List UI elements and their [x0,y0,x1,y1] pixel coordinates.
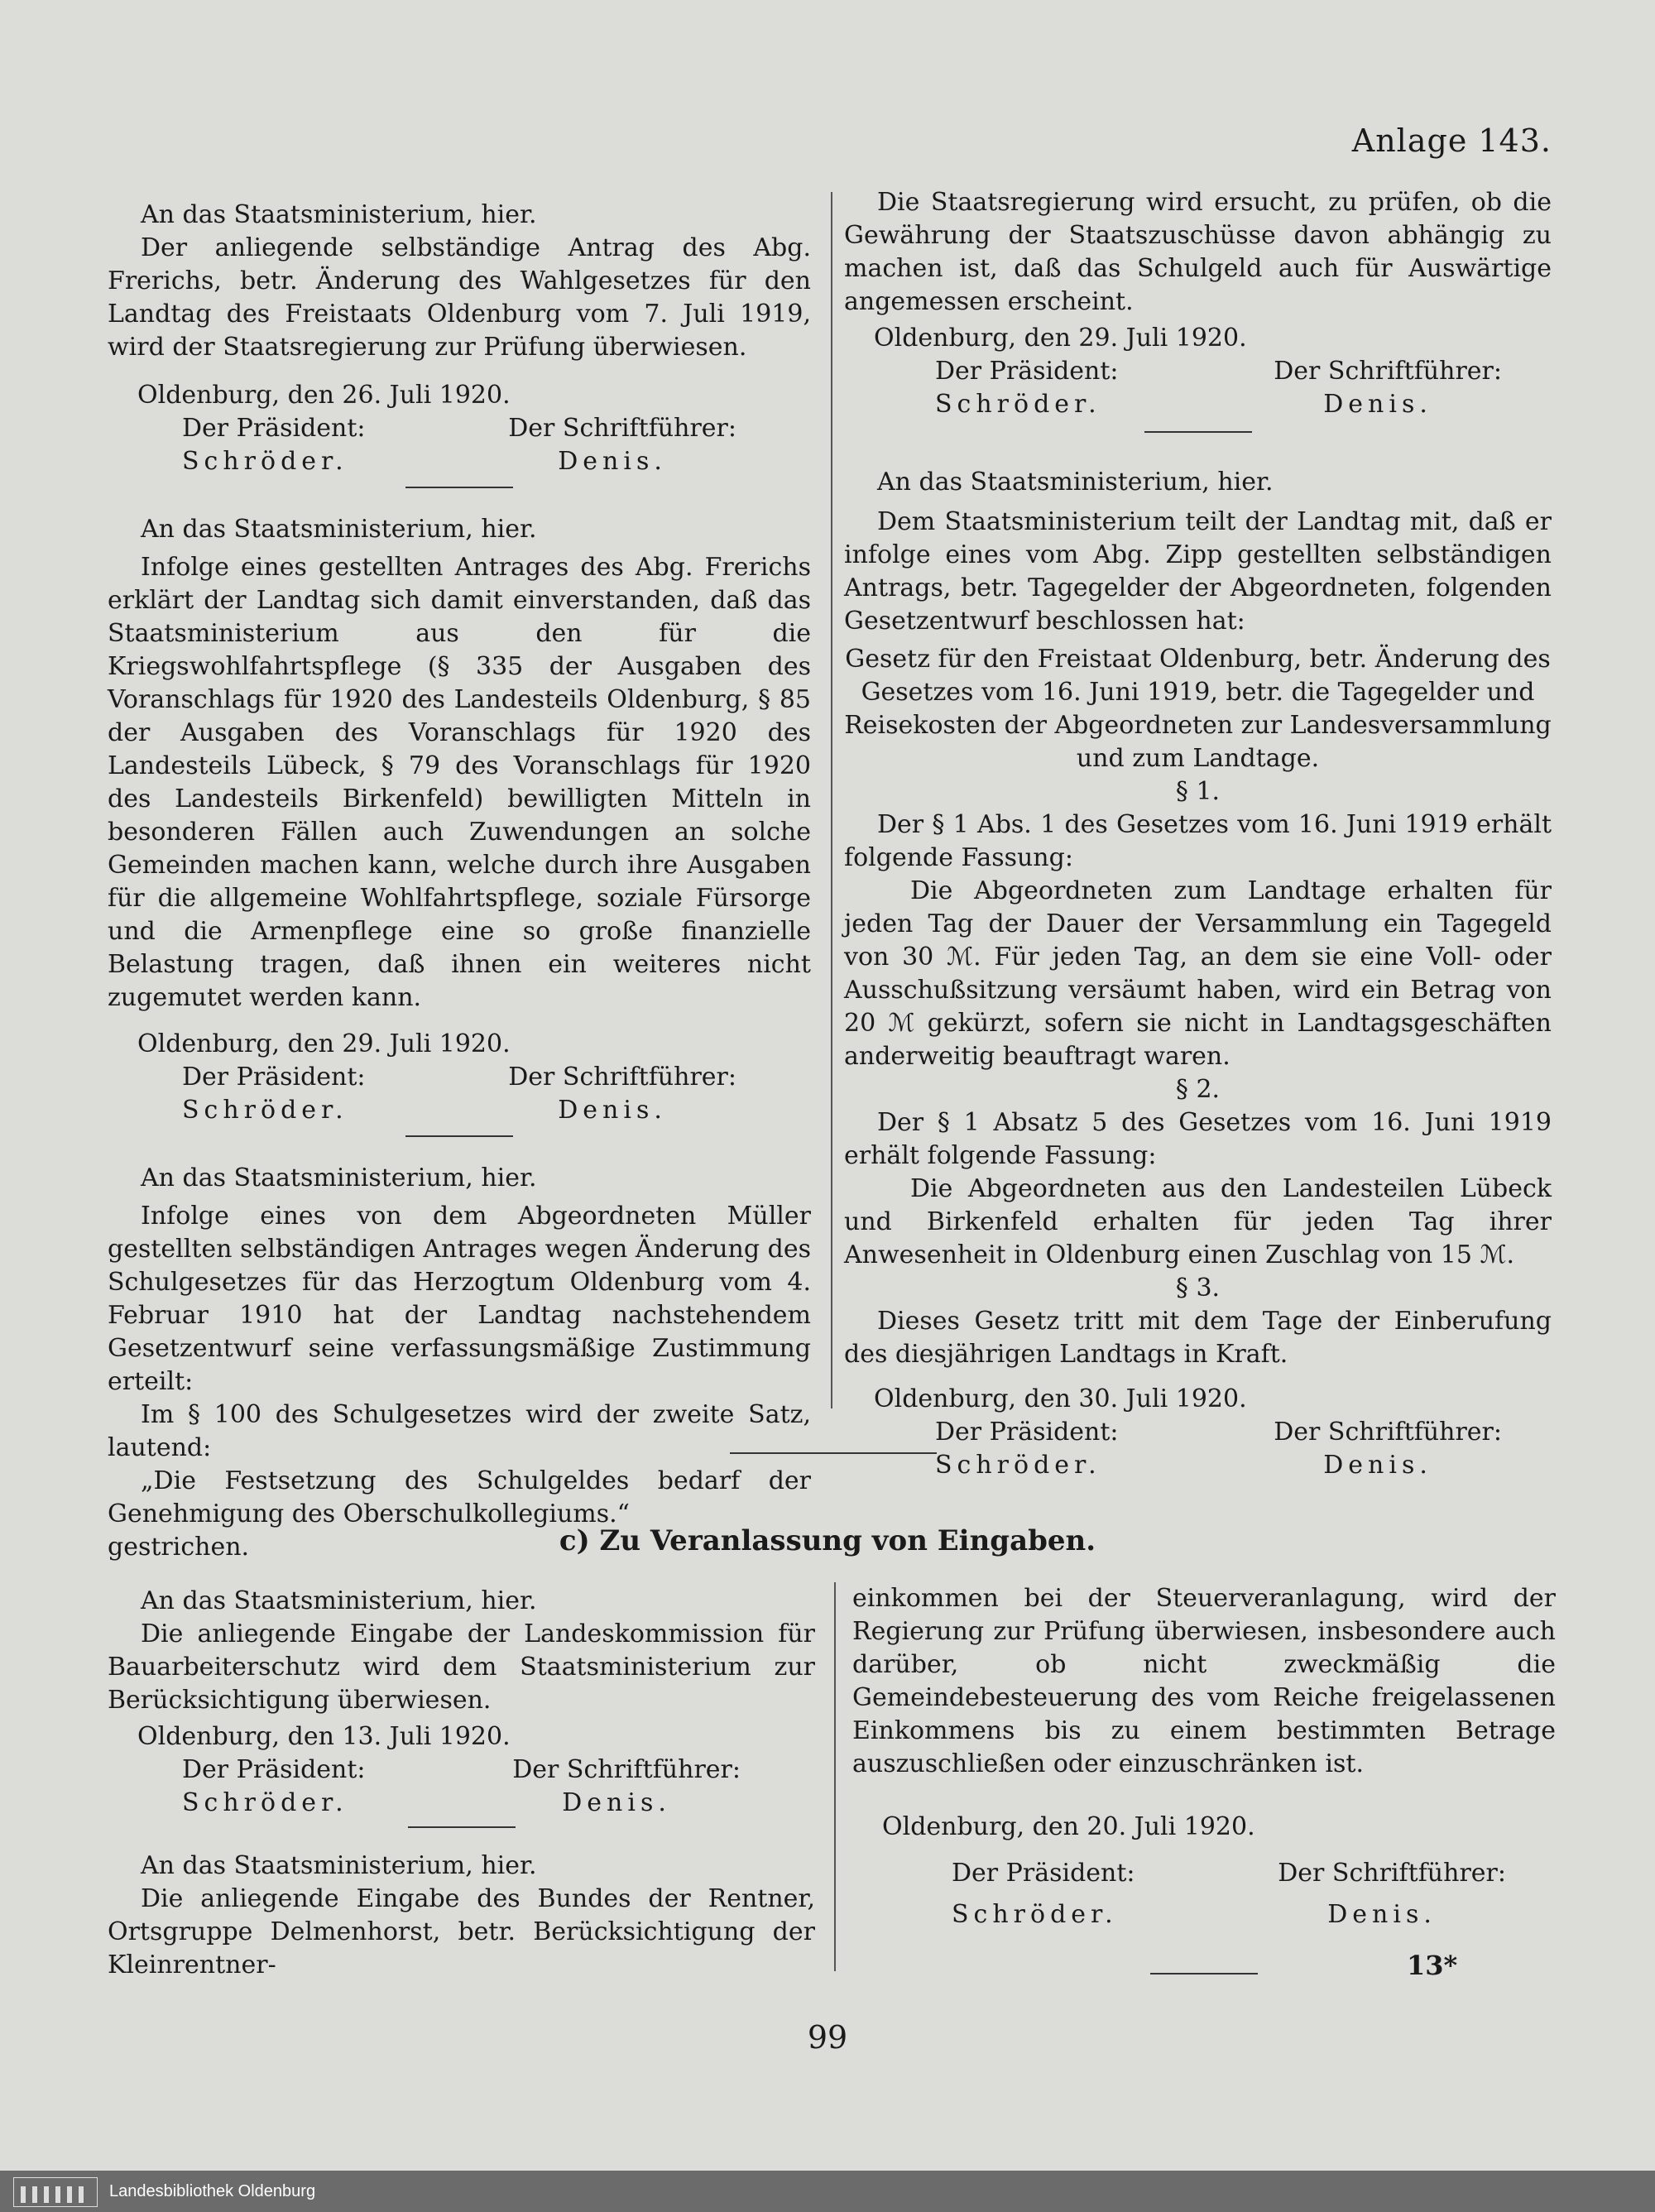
amendment-end: gestrichen. [108,1533,250,1562]
president-label: Der Präsident: [935,357,1119,386]
secretary-name: Denis. [1323,1451,1432,1480]
library-footer-bar [0,2171,1655,2212]
resolution-text: einkommen bei der Steuerveranlagung, wird der Regierung zur Prüfung überwiesen, insbesondere auch darüber, ob nicht zweckmäßig die Gemeindebesteuerung des vom Reiche freigelassenen Einkommens bis zu einem bestimmten Betrage auszuschließen oder einzuschränken ist. [852,1584,1556,1778]
paragraph-text: Dieses Gesetz tritt mit dem Tage der Einberufung des diesjährigen Landtags in Kraft. [844,1307,1552,1369]
address-line: An das Staatsministerium, hier. [141,515,537,544]
resolution-text: Die Staatsregierung wird ersucht, zu prüfen, ob die Gewährung der Staatszuschüsse davon abhängig zu machen ist, daß das Schulgeld auch für Auswärtige angemessen erscheint. [844,188,1552,316]
date-line: Oldenburg, den 29. Juli 1920. [874,324,1247,353]
appendix-label: Anlage 143. [1351,122,1552,159]
president-label: Der Präsident: [182,1755,366,1784]
secretary-name: Denis. [558,447,667,476]
separator-rule [1150,1973,1258,1974]
date-line: Oldenburg, den 26. Juli 1920. [137,381,511,410]
secretary-name: Denis. [562,1788,671,1817]
president-label: Der Präsident: [182,414,366,443]
president-label: Der Präsident: [935,1418,1119,1447]
signature-block [852,1857,1556,1931]
sheet-signature-mark: 13* [1407,1950,1458,1981]
date-line: Oldenburg, den 29. Juli 1920. [137,1029,511,1058]
library-name: Landesbibliothek Oldenburg [109,2182,316,2200]
resolution-text: Infolge eines von dem Abgeordneten Müller gestellten selbständigen Antrages wegen Änderung des Schulgesetzes für das Herzogtum Oldenburg vom 4. Februar 1910 hat der Landtag nachstehendem Gesetzentwurf seine verfassungsmäßige Zustimmung erteilt: [108,1202,811,1396]
date-line: Oldenburg, den 13. Juli 1920. [137,1722,511,1751]
signature-block [108,412,811,478]
signature-block [844,355,1552,421]
secretary-label: Der Schriftführer: [508,414,736,443]
column-divider [834,1582,836,1971]
address-line: An das Staatsministerium, hier. [141,200,537,229]
law-title: Gesetz für den Freistaat Oldenburg, betr. Änderung des Gesetzes vom 16. Juni 1919, betr. die Tagegelder und Reisekosten der Abgeordneten zur Landesversammlung und zum Landtage. [844,645,1552,773]
president-label: Der Präsident: [182,1063,366,1092]
signature-block [844,1416,1552,1482]
amendment-text: Im § 100 des Schulgesetzes wird der zweite Satz, lautend: [108,1400,811,1462]
paragraph-number: § 1. [1175,777,1221,806]
president-name: Schröder. [182,447,348,476]
secretary-label: Der Schriftführer: [1274,357,1502,386]
resolution-text: Die anliegende Eingabe des Bundes der Rentner, Ortsgruppe Delmenhorst, betr. Berücksichtigung der Kleinrentner- [108,1884,815,1979]
secretary-name: Denis. [558,1096,667,1125]
secretary-label: Der Schriftführer: [1278,1859,1506,1888]
secretary-label: Der Schriftführer: [512,1755,741,1784]
president-name: Schröder. [952,1900,1118,1929]
paragraph-number: § 2. [1175,1075,1221,1104]
president-name: Schröder. [935,390,1101,419]
secretary-name: Denis. [1327,1900,1437,1929]
paragraph-number: § 3. [1175,1274,1221,1303]
address-line: An das Staatsministerium, hier. [141,1851,537,1880]
right-bottom-column [852,1582,1556,1996]
secretary-name: Denis. [1323,390,1432,419]
separator-rule [405,487,513,488]
separator-rule [408,1826,516,1828]
section-rule [730,1452,937,1454]
president-name: Schröder. [182,1788,348,1817]
president-label: Der Präsident: [952,1859,1135,1888]
section-heading: c) Zu Veranlassung von Eingaben. [559,1524,1096,1557]
president-name: Schröder. [182,1096,348,1125]
column-divider [831,192,832,1408]
separator-rule [1144,431,1252,433]
separator-rule [405,1135,513,1137]
resolution-text: Der anliegende selbständige Antrag des Abg. Frerichs, betr. Änderung des Wahlgesetzes für den Landtag des Freistaats Oldenburg vom 7. Juli 1919, wird der Staatsregierung zur Prüfung überwiesen. [108,233,811,362]
paragraph-body: Die Abgeordneten zum Landtage erhalten für jeden Tag der Dauer der Versammlung ein Tagegeld von 30 ℳ. Für jeden Tag, an dem sie eine Voll- oder Ausschußsitzung versäumt haben, wird ein Betrag von 20 ℳ gekürzt, sofern sie nicht in Landtagsgeschäften anderweitig beauftragt waren. [844,876,1552,1071]
address-line: An das Staatsministerium, hier. [141,1586,537,1615]
paragraph-text: Der § 1 Absatz 5 des Gesetzes vom 16. Juni 1919 erhält folgende Fassung: [844,1108,1552,1170]
left-top-column [108,199,811,1564]
resolution-text: Infolge eines gestellten Antrages des Abg. Frerichs erklärt der Landtag sich damit einverstanden, daß das Staatsministerium aus den für die Kriegswohlfahrtspflege (§ 335 der Ausgaben des Voranschlags für 1920 des Landesteils Oldenburg, § 85 der Ausgaben des Voranschlags für 1920 des Landesteils Lübeck, § 79 des Voranschlags für 1920 des Landesteils Birkenfeld) bewilligten Mitteln in besonderen Fällen auch Zuwendungen an solche Gemeinden machen kann, welche durch ihre Ausgaben für die allgemeine Wohlfahrtspflege, soziale Fürsorge und die Armenpflege eine so große finanzielle Belastung tragen, daß ihnen ein weiteres nicht zugemutet werden kann. [108,553,811,1012]
paragraph-text: Der § 1 Abs. 1 des Gesetzes vom 16. Juni 1919 erhält folgende Fassung: [844,810,1552,872]
president-name: Schröder. [935,1451,1101,1480]
right-top-column [844,186,1552,1482]
date-line: Oldenburg, den 20. Juli 1920. [882,1812,1255,1841]
library-building-icon [13,2177,98,2207]
resolution-text: Dem Staatsministerium teilt der Landtag mit, daß er infolge eines vom Abg. Zipp gestellten selbständigen Antrags, betr. Tagegelder der Abgeordneten, folgenden Gesetzentwurf beschlossen hat: [844,507,1552,636]
address-line: An das Staatsministerium, hier. [877,468,1274,497]
secretary-label: Der Schriftführer: [1274,1418,1502,1447]
date-line: Oldenburg, den 30. Juli 1920. [874,1384,1247,1413]
page-number: 99 [807,2019,848,2056]
signature-block [108,1061,811,1127]
signature-block [108,1754,815,1820]
left-bottom-column [108,1585,815,1982]
paragraph-body: Die Abgeordneten aus den Landesteilen Lübeck und Birkenfeld erhalten für jeden Tag ihrer Anwesenheit in Oldenburg einen Zuschlag von 15 ℳ. [844,1174,1552,1269]
address-line: An das Staatsministerium, hier. [141,1164,537,1192]
secretary-label: Der Schriftführer: [508,1063,736,1092]
resolution-text: Die anliegende Eingabe der Landeskommission für Bauarbeiterschutz wird dem Staatsministerium zur Berücksichtigung überwiesen. [108,1619,815,1715]
quoted-sentence: „Die Festsetzung des Schulgeldes bedarf der Genehmigung des Oberschulkollegiums.“ [108,1466,811,1528]
